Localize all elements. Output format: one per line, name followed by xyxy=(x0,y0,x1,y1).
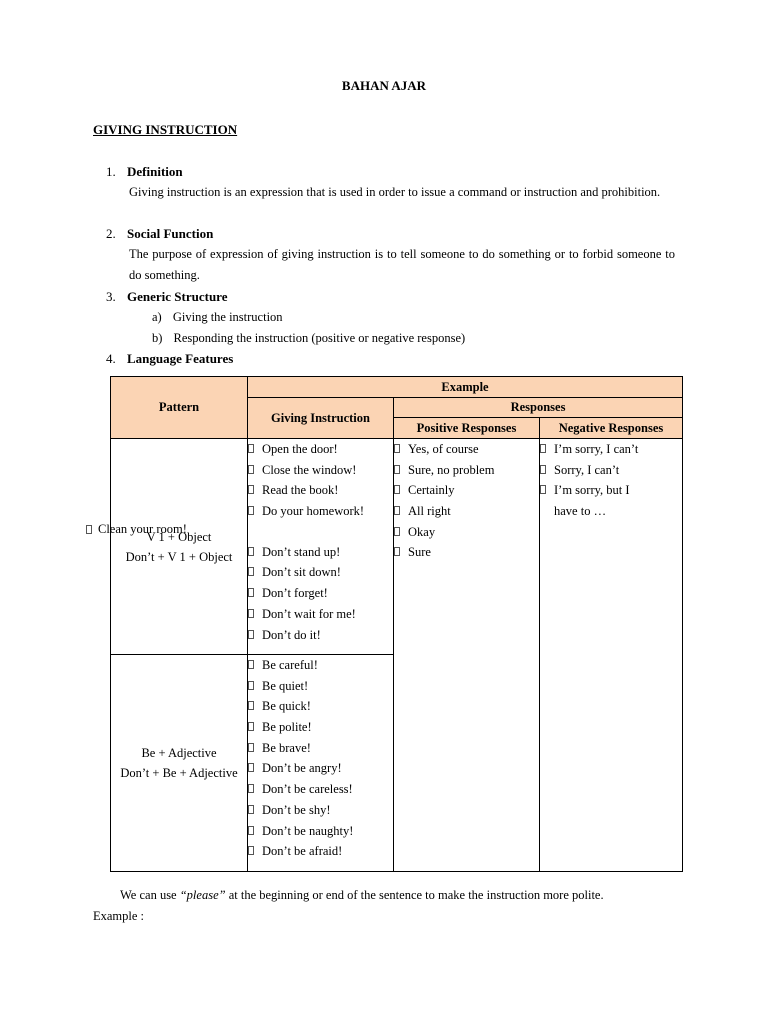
list-item: Do your homework! xyxy=(248,501,393,522)
document-subtitle: GIVING INSTRUCTION xyxy=(93,122,238,137)
header-giving-instruction: Giving Instruction xyxy=(248,398,394,439)
section-social-function-heading: 2. Social Function xyxy=(106,226,214,241)
list-item: Read the book! xyxy=(248,480,393,501)
list-item: Don’t be afraid! xyxy=(248,841,393,862)
giving-instruction-list-verb xyxy=(248,439,393,645)
bullet-icon xyxy=(86,525,92,534)
list-item: Don’t stand up! xyxy=(248,542,393,563)
bullet-icon xyxy=(248,547,254,556)
list-item: Close the window! xyxy=(248,460,393,481)
bullet-icon xyxy=(394,465,400,474)
giving-instruction-cell-adjective xyxy=(248,655,394,872)
bullet-icon xyxy=(394,506,400,515)
list-item: Yes, of course xyxy=(394,439,539,460)
stray-instruction-text: Clean your room! xyxy=(86,522,187,537)
bullet-icon xyxy=(248,465,254,474)
list-item: Be polite! xyxy=(248,717,393,738)
header-pattern: Pattern xyxy=(111,377,248,439)
list-item: Don’t be shy! xyxy=(248,800,393,821)
list-item: Don’t be careless! xyxy=(248,779,393,800)
negative-responses-list xyxy=(540,439,682,501)
list-item: Don’t sit down! xyxy=(248,562,393,583)
example-label: Example : xyxy=(93,909,145,923)
pattern-cell-verb: V 1 + Object Don’t + V 1 + Object xyxy=(111,439,248,655)
bullet-icon xyxy=(248,588,254,597)
list-item: Sure xyxy=(394,542,539,563)
pattern-cell-adjective: Be + Adjective Don’t + Be + Adjective xyxy=(111,655,248,872)
giving-instruction-list-adjective xyxy=(248,655,393,862)
bullet-icon xyxy=(540,444,546,453)
positive-responses-list xyxy=(394,439,539,563)
bullet-icon xyxy=(248,681,254,690)
bullet-icon xyxy=(248,701,254,710)
list-item: Be quick! xyxy=(248,696,393,717)
bullet-icon xyxy=(248,805,254,814)
bullet-icon xyxy=(248,609,254,618)
list-item: Don’t do it! xyxy=(248,625,393,646)
bullet-icon xyxy=(248,784,254,793)
list-item: Open the door! xyxy=(248,439,393,460)
bullet-icon xyxy=(248,826,254,835)
list-item: Sure, no problem xyxy=(394,460,539,481)
section-definition-heading: 1. Definition xyxy=(106,164,183,179)
generic-structure-item-a: a) Giving the instruction xyxy=(152,310,283,324)
bullet-icon xyxy=(248,567,254,576)
list-item: Don’t be angry! xyxy=(248,758,393,779)
section-generic-structure-heading: 3. Generic Structure xyxy=(106,289,228,304)
bullet-icon xyxy=(394,485,400,494)
generic-structure-item-b: b) Responding the instruction (positive or negative response) xyxy=(152,331,466,345)
list-item: Okay xyxy=(394,522,539,543)
bullet-icon xyxy=(540,485,546,494)
bullet-icon xyxy=(248,763,254,772)
bullet-icon xyxy=(248,722,254,731)
bullet-icon xyxy=(248,630,254,639)
list-item: Don’t forget! xyxy=(248,583,393,604)
list-item: I’m sorry, I can’t xyxy=(540,439,682,460)
header-negative-responses: Negative Responses xyxy=(540,418,683,439)
header-responses: Responses xyxy=(394,398,683,418)
positive-responses-cell xyxy=(394,439,540,872)
header-positive-responses: Positive Responses xyxy=(394,418,540,439)
section-language-features-heading: 4. Language Features xyxy=(106,351,234,366)
bullet-icon xyxy=(248,660,254,669)
list-item: Don’t wait for me! xyxy=(248,604,393,625)
please-note: We can use “please” at the beginning or end of the sentence to make the instruction more polite. xyxy=(120,888,604,902)
giving-instruction-cell-verb xyxy=(248,439,394,655)
negative-responses-cell xyxy=(540,439,683,872)
bullet-icon xyxy=(248,506,254,515)
bullet-icon xyxy=(540,465,546,474)
list-item: All right xyxy=(394,501,539,522)
list-item: Don’t be naughty! xyxy=(248,821,393,842)
bullet-icon xyxy=(394,444,400,453)
bullet-icon xyxy=(248,743,254,752)
list-item: Be brave! xyxy=(248,738,393,759)
section-social-function-text: The purpose of expression of giving instruction is to tell someone to do something or to forbid someone to do something. xyxy=(129,247,675,282)
bullet-icon xyxy=(248,485,254,494)
bullet-icon xyxy=(394,527,400,536)
bullet-icon xyxy=(248,444,254,453)
bullet-icon xyxy=(248,846,254,855)
list-item: I’m sorry, but I xyxy=(540,480,682,501)
document-title: BAHAN AJAR xyxy=(341,78,427,93)
section-definition-text: Giving instruction is an expression that is used in order to issue a command or instruction and prohibition. xyxy=(129,185,661,199)
list-item: Sorry, I can’t xyxy=(540,460,682,481)
list-item: Certainly xyxy=(394,480,539,501)
negative-response-continuation: have to … xyxy=(554,504,607,519)
language-features-table xyxy=(110,376,683,872)
list-item: Be careful! xyxy=(248,655,393,676)
header-example: Example xyxy=(248,377,683,398)
list-item: Be quiet! xyxy=(248,676,393,697)
bullet-icon xyxy=(394,547,400,556)
